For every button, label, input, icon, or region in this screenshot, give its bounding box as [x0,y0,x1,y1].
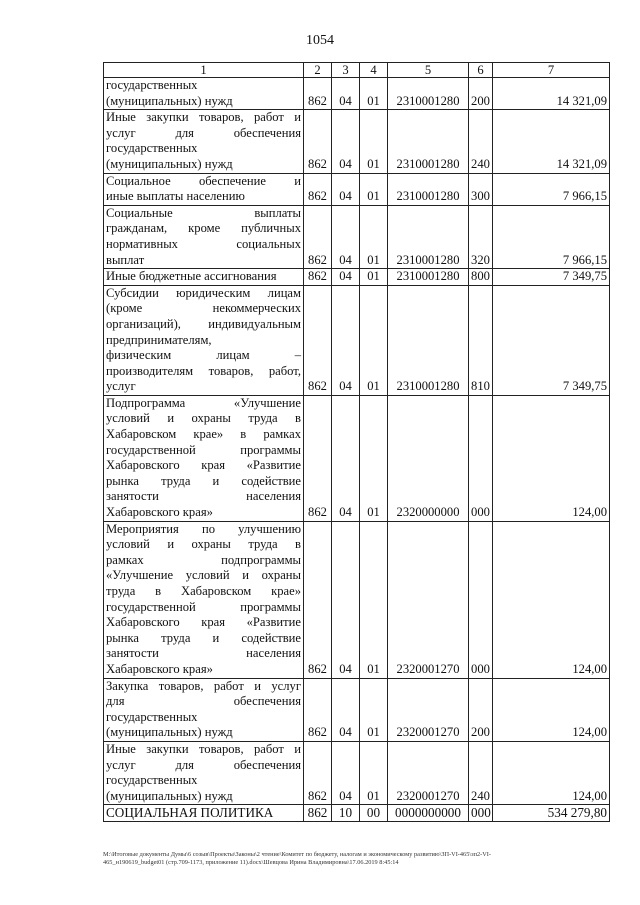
row-name-line: выплат [106,252,145,267]
admin-code-cell: 862 [304,741,332,804]
target-article-cell: 2310001280 [388,173,469,205]
budget-table [103,62,610,822]
row-name [104,110,304,173]
admin-code-cell: 862 [304,205,332,268]
target-article-cell: 0000000000 [388,805,469,822]
row-name-line: Социальные выплаты [106,205,301,220]
target-article-cell: 2320001270 [388,678,469,741]
row-name-line: услуг для обеспечения [106,757,301,772]
row-name [104,395,304,521]
admin-code-cell: 862 [304,110,332,173]
target-article-cell: 2310001280 [388,78,469,110]
subsection-code-cell: 01 [360,173,388,205]
row-name [104,521,304,678]
row-name-line: для обеспечения [106,694,301,709]
row-name [104,269,304,286]
amount-cell: 534 279,80 [493,805,610,822]
table-row [104,395,610,521]
subsection-code-cell: 00 [360,805,388,822]
row-name [104,173,304,205]
table-row [104,285,610,395]
amount-cell: 14 321,09 [493,110,610,173]
row-name-line: Подпрограмма «Улучшение [106,395,301,410]
target-article-cell: 2320001270 [388,741,469,804]
expense-type-cell: 000 [469,805,493,822]
column-header: 3 [332,63,360,78]
section-code-cell: 04 [332,205,360,268]
amount-cell: 124,00 [493,521,610,678]
row-name-line: Закупка товаров, работ и услуг [106,678,301,693]
amount-cell: 7 966,15 [493,173,610,205]
row-name-line: Субсидии юридическим лицам [106,285,301,300]
row-name-line: Хабаровского края «Развитие [106,615,301,630]
admin-code-cell: 862 [304,678,332,741]
subsection-code-cell: 01 [360,395,388,521]
section-code-cell: 10 [332,805,360,822]
row-name-line: рынка труда и содействие [106,473,301,488]
subsection-code-cell: 01 [360,110,388,173]
expense-type-cell: 000 [469,395,493,521]
row-name-line: занятости населения [106,489,301,504]
column-header: 6 [469,63,493,78]
row-name-line: труда в Хабаровском крае» [106,584,301,598]
row-name-line: СОЦИАЛЬНАЯ ПОЛИТИКА [106,805,274,821]
amount-cell: 124,00 [493,678,610,741]
row-name-line: государственной программы [106,599,301,614]
row-name-line: физическим лицам – [106,348,301,363]
row-name-line: Хабаровского края «Развитие [106,458,301,473]
expense-type-cell: 800 [469,269,493,286]
expense-type-cell: 000 [469,521,493,678]
expense-type-cell: 200 [469,678,493,741]
amount-cell: 7 349,75 [493,269,610,286]
admin-code-cell: 862 [304,285,332,395]
target-article-cell: 2310001280 [388,205,469,268]
footer-line: М:\Итоговые документы Думы\6 созыв\Проекты\Законы\2 чтение\Комитет по бюджету, налогам и экономическому развитию\ЗП-VI-465\зп2-VI- [103,851,491,858]
subsection-code-cell: 01 [360,78,388,110]
table-row [104,78,610,110]
section-code-cell: 04 [332,521,360,678]
row-name-line: Иные закупки товаров, работ и [106,741,301,756]
row-name-line: государственных [106,141,198,156]
expense-type-cell: 240 [469,741,493,804]
footer-line: 465_н190619_budget01 (стр.709-1173, приложение 11).docx\Шевцова Ирина Владимировна\17.06.2019 8:45:14 [103,859,399,866]
section-code-cell: 04 [332,678,360,741]
column-header: 5 [388,63,469,78]
row-name-line: государственных [106,773,198,788]
row-name-line: гражданам, кроме публичных [106,221,301,236]
row-name [104,678,304,741]
column-header: 4 [360,63,388,78]
amount-cell: 14 321,09 [493,78,610,110]
row-name-line: государственной программы [106,442,301,457]
amount-cell: 124,00 [493,395,610,521]
row-name-line: Иные бюджетные ассигнования [106,269,277,284]
row-name-line: Иные закупки товаров, работ и [106,110,301,125]
row-name [104,805,304,822]
page-number: 1054 [306,33,334,48]
total-row [104,805,610,822]
row-name-line: услуг [106,379,136,394]
section-code-cell: 04 [332,395,360,521]
row-name-line: (кроме некоммерческих [106,301,301,316]
subsection-code-cell: 01 [360,269,388,286]
row-name-line: Хабаровском крае» в рамках [106,427,301,442]
column-header: 1 [104,63,304,78]
row-name-line: Хабаровского края» [106,505,213,520]
subsection-code-cell: 01 [360,741,388,804]
expense-type-cell: 300 [469,173,493,205]
row-name-line: (муниципальных) нужд [106,156,233,171]
amount-cell: 124,00 [493,741,610,804]
row-name [104,285,304,395]
section-code-cell: 04 [332,110,360,173]
expense-type-cell: 200 [469,78,493,110]
target-article-cell: 2310001280 [388,110,469,173]
subsection-code-cell: 01 [360,521,388,678]
admin-code-cell: 862 [304,269,332,286]
row-name-line: «Улучшение условий и охраны [106,568,301,583]
row-name-line: иные выплаты населению [106,189,245,204]
row-name-line: государственных [106,78,198,92]
admin-code-cell: 862 [304,78,332,110]
target-article-cell: 2320000000 [388,395,469,521]
expense-type-cell: 320 [469,205,493,268]
row-name-line: нормативных социальных [106,236,301,251]
row-name-line: занятости населения [106,646,301,661]
row-name-line: Хабаровского края» [106,661,213,676]
row-name [104,741,304,804]
row-name-line: государственных [106,709,198,724]
row-name-line: предпринимателям, [106,332,212,347]
row-name-line: (муниципальных) нужд [106,93,233,108]
row-name-line: (муниципальных) нужд [106,725,233,740]
row-name [104,78,304,110]
table-row [104,678,610,741]
table-row [104,205,610,268]
section-code-cell: 04 [332,741,360,804]
row-name-line: организаций), индивидуальным [106,316,301,331]
expense-type-cell: 240 [469,110,493,173]
row-name-line: производителям товаров, работ, [106,363,301,378]
subsection-code-cell: 01 [360,285,388,395]
header-row [104,63,610,78]
row-name-line: условий и охраны труда в [106,411,301,426]
row-name-line: услуг для обеспечения [106,125,301,140]
row-name-line: условий и охраны труда в [106,537,301,552]
section-code-cell: 04 [332,173,360,205]
row-name-line: (муниципальных) нужд [106,788,233,803]
row-name-line: рынка труда и содействие [106,630,301,645]
row-name [104,205,304,268]
table-row [104,173,610,205]
subsection-code-cell: 01 [360,678,388,741]
target-article-cell: 2320001270 [388,521,469,678]
section-code-cell: 04 [332,269,360,286]
admin-code-cell: 862 [304,521,332,678]
target-article-cell: 2310001280 [388,285,469,395]
row-name-line: Социальное обеспечение и [106,173,301,188]
admin-code-cell: 862 [304,395,332,521]
section-code-cell: 04 [332,285,360,395]
table-row [104,521,610,678]
column-header: 2 [304,63,332,78]
table-row [104,741,610,804]
expense-type-cell: 810 [469,285,493,395]
section-code-cell: 04 [332,78,360,110]
row-name-line: Мероприятия по улучшению [106,521,301,536]
target-article-cell: 2310001280 [388,269,469,286]
subsection-code-cell: 01 [360,205,388,268]
admin-code-cell: 862 [304,805,332,822]
admin-code-cell: 862 [304,173,332,205]
amount-cell: 7 349,75 [493,285,610,395]
document-path-footer [103,851,615,867]
row-name-line: рамках подпрограммы [106,552,301,567]
table-row [104,110,610,173]
table-row [104,269,610,286]
amount-cell: 7 966,15 [493,205,610,268]
column-header: 7 [493,63,610,78]
